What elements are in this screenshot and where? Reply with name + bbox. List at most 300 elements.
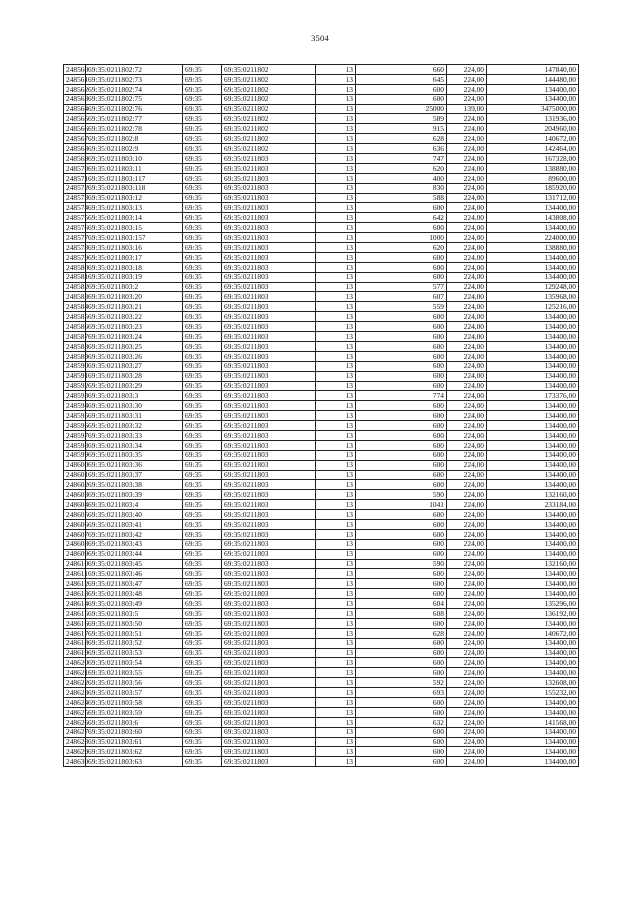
category-code-cell: 13 [316,371,356,381]
district-code-cell: 69:35 [183,510,222,520]
cadastral-block-cell: 69:35:0211803 [222,460,316,470]
table-row [64,154,579,164]
row-id-cell: 248595 [64,411,86,421]
row-id-cell: 248610 [64,559,86,569]
area-cell: 600 [356,539,447,549]
category-code-cell: 13 [316,599,356,609]
unit-rate-cell: 224,00 [447,579,487,589]
table-row [64,104,579,114]
row-id-cell: 248629 [64,747,86,757]
area-cell: 600 [356,638,447,648]
area-cell: 600 [356,549,447,559]
cadastral-number-cell: 69:35:0211803:19 [86,272,183,282]
category-code-cell: 13 [316,411,356,421]
category-code-cell: 13 [316,282,356,292]
table-row [64,312,579,322]
unit-rate-cell: 224,00 [447,84,487,94]
district-code-cell: 69:35 [183,707,222,717]
area-cell: 600 [356,480,447,490]
cadastral-value-cell: 134400,00 [487,747,579,757]
cadastral-number-cell: 69:35:0211802:8 [86,134,183,144]
unit-rate-cell: 224,00 [447,737,487,747]
table-row [64,84,579,94]
unit-rate-cell: 224,00 [447,628,487,638]
category-code-cell: 13 [316,737,356,747]
row-id-cell: 248630 [64,757,86,767]
unit-rate-cell: 139,00 [447,104,487,114]
cadastral-block-cell: 69:35:0211803 [222,737,316,747]
area-cell: 628 [356,134,447,144]
unit-rate-cell: 224,00 [447,332,487,342]
unit-rate-cell: 224,00 [447,183,487,193]
cadastral-value-cell: 134400,00 [487,737,579,747]
unit-rate-cell: 224,00 [447,658,487,668]
table-row [64,618,579,628]
district-code-cell: 69:35 [183,282,222,292]
cadastral-value-cell: 155232,00 [487,688,579,698]
row-id-cell: 248609 [64,549,86,559]
district-code-cell: 69:35 [183,154,222,164]
table-row [64,668,579,678]
cadastral-number-cell: 69:35:0211802:75 [86,94,183,104]
row-id-cell: 248602 [64,480,86,490]
cadastral-value-cell: 142464,00 [487,144,579,154]
table-row [64,371,579,381]
cadastral-block-cell: 69:35:0211802 [222,104,316,114]
area-cell: 600 [356,529,447,539]
cadastral-value-cell: 134400,00 [487,589,579,599]
cadastral-value-cell: 134400,00 [487,470,579,480]
cadastral-number-cell: 69:35:0211803:13 [86,203,183,213]
area-cell: 577 [356,282,447,292]
row-id-cell: 248594 [64,401,86,411]
cadastral-block-cell: 69:35:0211803 [222,262,316,272]
cadastral-value-cell: 144480,00 [487,74,579,84]
district-code-cell: 69:35 [183,361,222,371]
area-cell: 600 [356,510,447,520]
row-id-cell: 248585 [64,312,86,322]
cadastral-number-cell: 69:35:0211803:29 [86,381,183,391]
district-code-cell: 69:35 [183,480,222,490]
category-code-cell: 13 [316,292,356,302]
cadastral-number-cell: 69:35:0211803:57 [86,688,183,698]
table-row [64,94,579,104]
cadastral-number-cell: 69:35:0211803:27 [86,361,183,371]
row-id-cell: 248564 [64,104,86,114]
unit-rate-cell: 224,00 [447,302,487,312]
area-cell: 600 [356,252,447,262]
table-row [64,470,579,480]
table-row [64,490,579,500]
cadastral-block-cell: 69:35:0211802 [222,144,316,154]
cadastral-block-cell: 69:35:0211803 [222,282,316,292]
area-cell: 600 [356,668,447,678]
cadastral-block-cell: 69:35:0211803 [222,559,316,569]
area-cell: 400 [356,173,447,183]
table-row [64,144,579,154]
table-row [64,589,579,599]
cadastral-block-cell: 69:35:0211803 [222,272,316,282]
cadastral-value-cell: 134400,00 [487,351,579,361]
cadastral-block-cell: 69:35:0211803 [222,292,316,302]
table-row [64,727,579,737]
row-id-cell: 248560 [64,65,86,75]
cadastral-value-cell: 134400,00 [487,668,579,678]
cadastral-number-cell: 69:35:0211803:40 [86,510,183,520]
district-code-cell: 69:35 [183,529,222,539]
cadastral-number-cell: 69:35:0211803:55 [86,668,183,678]
category-code-cell: 13 [316,203,356,213]
unit-rate-cell: 224,00 [447,698,487,708]
district-code-cell: 69:35 [183,341,222,351]
cadastral-block-cell: 69:35:0211803 [222,618,316,628]
cadastral-number-cell: 69:35:0211803:56 [86,678,183,688]
category-code-cell: 13 [316,500,356,510]
table-row [64,717,579,727]
district-code-cell: 69:35 [183,678,222,688]
cadastral-value-cell: 138880,00 [487,243,579,253]
cadastral-value-cell: 131712,00 [487,193,579,203]
table-row [64,173,579,183]
row-id-cell: 248596 [64,421,86,431]
area-cell: 620 [356,243,447,253]
district-code-cell: 69:35 [183,163,222,173]
row-id-cell: 248582 [64,282,86,292]
row-id-cell: 248615 [64,608,86,618]
row-id-cell: 248587 [64,332,86,342]
cadastral-value-cell: 134400,00 [487,539,579,549]
category-code-cell: 13 [316,381,356,391]
area-cell: 600 [356,757,447,767]
row-id-cell: 248592 [64,381,86,391]
cadastral-number-cell: 69:35:0211802:9 [86,144,183,154]
cadastral-block-cell: 69:35:0211803 [222,430,316,440]
row-id-cell: 248621 [64,668,86,678]
category-code-cell: 13 [316,698,356,708]
category-code-cell: 13 [316,519,356,529]
unit-rate-cell: 224,00 [447,648,487,658]
unit-rate-cell: 224,00 [447,549,487,559]
district-code-cell: 69:35 [183,312,222,322]
table-row [64,569,579,579]
table-row [64,599,579,609]
district-code-cell: 69:35 [183,569,222,579]
cadastral-block-cell: 69:35:0211803 [222,183,316,193]
category-code-cell: 13 [316,312,356,322]
category-code-cell: 13 [316,144,356,154]
area-cell: 600 [356,401,447,411]
category-code-cell: 13 [316,747,356,757]
cadastral-number-cell: 69:35:0211803:4 [86,500,183,510]
row-id-cell: 248561 [64,74,86,84]
district-code-cell: 69:35 [183,401,222,411]
table-row [64,529,579,539]
row-id-cell: 248624 [64,698,86,708]
district-code-cell: 69:35 [183,440,222,450]
area-cell: 693 [356,688,447,698]
cadastral-block-cell: 69:35:0211803 [222,341,316,351]
area-cell: 600 [356,272,447,282]
cadastral-value-cell: 204960,00 [487,124,579,134]
unit-rate-cell: 224,00 [447,391,487,401]
area-cell: 604 [356,599,447,609]
cadastral-value-cell: 134400,00 [487,618,579,628]
area-cell: 915 [356,124,447,134]
area-cell: 600 [356,747,447,757]
area-cell: 600 [356,322,447,332]
cadastral-number-cell: 69:35:0211803:54 [86,658,183,668]
unit-rate-cell: 224,00 [447,500,487,510]
cadastral-number-cell: 69:35:0211803:59 [86,707,183,717]
table-row [64,193,579,203]
cadastral-number-cell: 69:35:0211803:11 [86,163,183,173]
cadastral-block-cell: 69:35:0211803 [222,638,316,648]
table-row [64,282,579,292]
cadastral-number-cell: 69:35:0211802:76 [86,104,183,114]
cadastral-value-cell: 134400,00 [487,272,579,282]
cadastral-number-cell: 69:35:0211803:10 [86,154,183,164]
row-id-cell: 248567 [64,134,86,144]
category-code-cell: 13 [316,421,356,431]
cadastral-block-cell: 69:35:0211803 [222,312,316,322]
row-id-cell: 248568 [64,144,86,154]
unit-rate-cell: 224,00 [447,529,487,539]
cadastral-value-cell: 173376,00 [487,391,579,401]
area-cell: 600 [356,262,447,272]
cadastral-number-cell: 69:35:0211803:47 [86,579,183,589]
unit-rate-cell: 224,00 [447,272,487,282]
area-cell: 590 [356,559,447,569]
unit-rate-cell: 224,00 [447,163,487,173]
district-code-cell: 69:35 [183,559,222,569]
cadastral-number-cell: 69:35:0211803:118 [86,183,183,193]
area-cell: 600 [356,94,447,104]
cadastral-number-cell: 69:35:0211802:77 [86,114,183,124]
area-cell: 600 [356,450,447,460]
category-code-cell: 13 [316,727,356,737]
table-row [64,648,579,658]
row-id-cell: 248566 [64,124,86,134]
cadastral-value-cell: 134400,00 [487,421,579,431]
category-code-cell: 13 [316,430,356,440]
unit-rate-cell: 224,00 [447,717,487,727]
cadastral-number-cell: 69:35:0211803:35 [86,450,183,460]
table-row [64,430,579,440]
cadastral-number-cell: 69:35:0211803:6 [86,717,183,727]
cadastral-block-cell: 69:35:0211803 [222,213,316,223]
cadastral-number-cell: 69:35:0211803:34 [86,440,183,450]
district-code-cell: 69:35 [183,302,222,312]
district-code-cell: 69:35 [183,114,222,124]
row-id-cell: 248627 [64,727,86,737]
cadastral-value-cell: 129248,00 [487,282,579,292]
category-code-cell: 13 [316,559,356,569]
row-id-cell: 248616 [64,618,86,628]
cadastral-number-cell: 69:35:0211803:37 [86,470,183,480]
area-cell: 600 [356,707,447,717]
cadastral-number-cell: 69:35:0211802:72 [86,65,183,75]
unit-rate-cell: 224,00 [447,173,487,183]
row-id-cell: 248623 [64,688,86,698]
area-cell: 1000 [356,233,447,243]
cadastral-value-cell: 89600,00 [487,173,579,183]
area-cell: 600 [356,658,447,668]
category-code-cell: 13 [316,94,356,104]
district-code-cell: 69:35 [183,470,222,480]
cadastral-block-cell: 69:35:0211803 [222,727,316,737]
area-cell: 774 [356,391,447,401]
cadastral-value-cell: 134400,00 [487,371,579,381]
row-id-cell: 248597 [64,430,86,440]
district-code-cell: 69:35 [183,638,222,648]
district-code-cell: 69:35 [183,539,222,549]
table-row [64,302,579,312]
row-id-cell: 248581 [64,272,86,282]
category-code-cell: 13 [316,351,356,361]
cadastral-number-cell: 69:35:0211803:15 [86,223,183,233]
cadastral-value-cell: 134400,00 [487,430,579,440]
table-row [64,203,579,213]
cadastral-number-cell: 69:35:0211803:117 [86,173,183,183]
category-code-cell: 13 [316,114,356,124]
table-row [64,737,579,747]
category-code-cell: 13 [316,480,356,490]
area-cell: 600 [356,519,447,529]
cadastral-number-cell: 69:35:0211803:53 [86,648,183,658]
district-code-cell: 69:35 [183,213,222,223]
row-id-cell: 248569 [64,154,86,164]
row-id-cell: 248625 [64,707,86,717]
cadastral-number-cell: 69:35:0211803:32 [86,421,183,431]
cadastral-block-cell: 69:35:0211803 [222,519,316,529]
category-code-cell: 13 [316,618,356,628]
table-row [64,134,579,144]
cadastral-value-cell: 224000,00 [487,233,579,243]
area-cell: 620 [356,163,447,173]
cadastral-value-cell: 147840,00 [487,65,579,75]
district-code-cell: 69:35 [183,608,222,618]
cadastral-block-cell: 69:35:0211803 [222,490,316,500]
unit-rate-cell: 224,00 [447,243,487,253]
cadastral-value-cell: 141568,00 [487,717,579,727]
cadastral-value-cell: 131936,00 [487,114,579,124]
district-code-cell: 69:35 [183,322,222,332]
category-code-cell: 13 [316,707,356,717]
cadastral-block-cell: 69:35:0211803 [222,450,316,460]
row-id-cell: 248590 [64,361,86,371]
cadastral-number-cell: 69:35:0211803:33 [86,430,183,440]
row-id-cell: 248603 [64,490,86,500]
cadastral-block-cell: 69:35:0211803 [222,322,316,332]
category-code-cell: 13 [316,361,356,371]
cadastral-number-cell: 69:35:0211803:18 [86,262,183,272]
table-row [64,747,579,757]
cadastral-block-cell: 69:35:0211803 [222,480,316,490]
district-code-cell: 69:35 [183,223,222,233]
cadastral-block-cell: 69:35:0211803 [222,193,316,203]
category-code-cell: 13 [316,233,356,243]
area-cell: 600 [356,589,447,599]
unit-rate-cell: 224,00 [447,411,487,421]
district-code-cell: 69:35 [183,717,222,727]
area-cell: 600 [356,579,447,589]
unit-rate-cell: 224,00 [447,144,487,154]
table-row [64,440,579,450]
cadastral-number-cell: 69:35:0211803:31 [86,411,183,421]
unit-rate-cell: 224,00 [447,688,487,698]
table-row [64,707,579,717]
unit-rate-cell: 224,00 [447,430,487,440]
table-row [64,243,579,253]
table-row [64,549,579,559]
row-id-cell: 248599 [64,450,86,460]
category-code-cell: 13 [316,134,356,144]
category-code-cell: 13 [316,440,356,450]
category-code-cell: 13 [316,104,356,114]
cadastral-block-cell: 69:35:0211803 [222,579,316,589]
unit-rate-cell: 224,00 [447,134,487,144]
district-code-cell: 69:35 [183,688,222,698]
unit-rate-cell: 224,00 [447,312,487,322]
cadastral-block-cell: 69:35:0211803 [222,510,316,520]
cadastral-block-cell: 69:35:0211802 [222,114,316,124]
area-cell: 600 [356,430,447,440]
cadastral-value-cell: 134400,00 [487,332,579,342]
district-code-cell: 69:35 [183,757,222,767]
cadastral-number-cell: 69:35:0211803:17 [86,252,183,262]
cadastral-number-cell: 69:35:0211803:22 [86,312,183,322]
cadastral-number-cell: 69:35:0211803:50 [86,618,183,628]
cadastral-block-cell: 69:35:0211803 [222,381,316,391]
cadastral-value-cell: 134400,00 [487,381,579,391]
unit-rate-cell: 224,00 [447,678,487,688]
cadastral-value-cell: 134400,00 [487,519,579,529]
district-code-cell: 69:35 [183,371,222,381]
cadastral-number-cell: 69:35:0211803:5 [86,608,183,618]
cadastral-block-cell: 69:35:0211803 [222,163,316,173]
district-code-cell: 69:35 [183,658,222,668]
table-row [64,341,579,351]
district-code-cell: 69:35 [183,579,222,589]
table-row [64,223,579,233]
district-code-cell: 69:35 [183,391,222,401]
district-code-cell: 69:35 [183,519,222,529]
cadastral-number-cell: 69:35:0211803:43 [86,539,183,549]
row-id-cell: 248606 [64,519,86,529]
row-id-cell: 248572 [64,183,86,193]
table-row [64,361,579,371]
area-cell: 600 [356,648,447,658]
area-cell: 600 [356,312,447,322]
cadastral-block-cell: 69:35:0211803 [222,608,316,618]
cadastral-block-cell: 69:35:0211803 [222,599,316,609]
category-code-cell: 13 [316,450,356,460]
unit-rate-cell: 224,00 [447,213,487,223]
district-code-cell: 69:35 [183,292,222,302]
row-id-cell: 248608 [64,539,86,549]
cadastral-block-cell: 69:35:0211803 [222,628,316,638]
category-code-cell: 13 [316,193,356,203]
unit-rate-cell: 224,00 [447,608,487,618]
cadastral-number-cell: 69:35:0211803:25 [86,341,183,351]
table-row [64,65,579,75]
cadastral-number-cell: 69:35:0211803:45 [86,559,183,569]
district-code-cell: 69:35 [183,737,222,747]
district-code-cell: 69:35 [183,648,222,658]
row-id-cell: 248563 [64,94,86,104]
district-code-cell: 69:35 [183,74,222,84]
table-row [64,678,579,688]
